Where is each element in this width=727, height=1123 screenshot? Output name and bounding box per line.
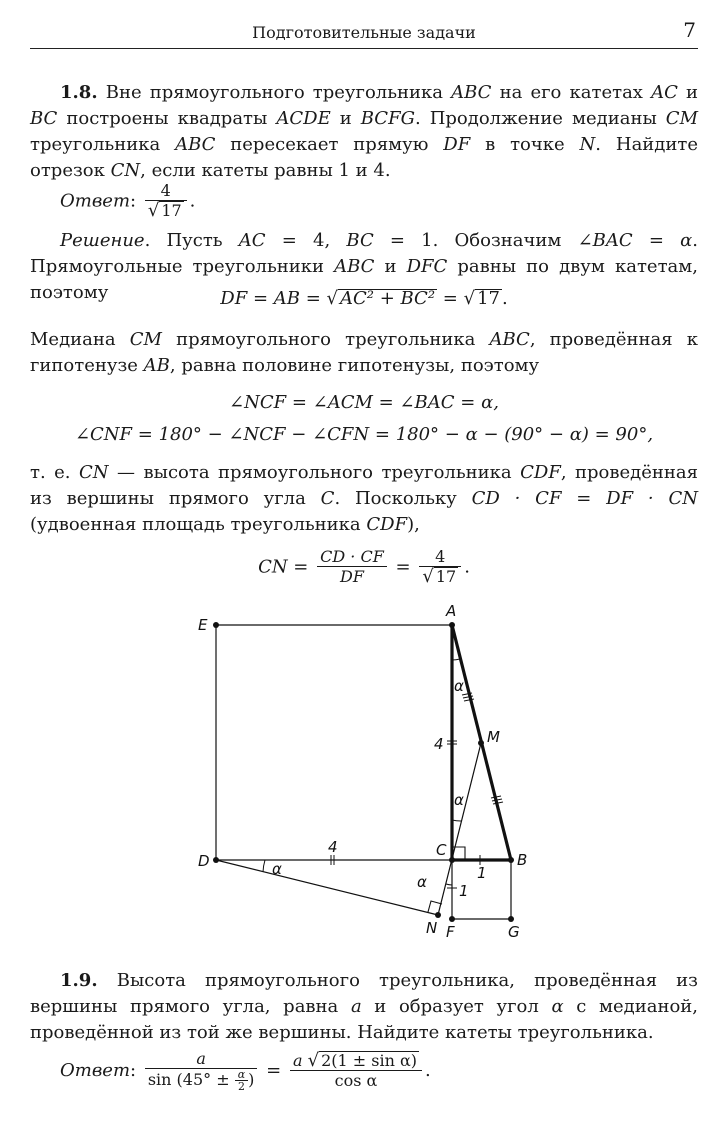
label-e: E <box>198 616 208 634</box>
answer-fraction: $\frac{4}{√ 17}$ <box>145 182 187 221</box>
segment-dn <box>216 860 438 915</box>
label-a: A <box>446 602 457 620</box>
label-side-cb: 1 <box>477 864 487 882</box>
solution-paragraph-1: Решение. Пусть AC = 4, BC = 1. Обозначим ∠BAC = α. Прямоугольные треугольники ABC и DFC равны по двум катетам, поэтому <box>30 230 699 303</box>
problem-number: 1.9. <box>60 970 98 991</box>
solution-paragraph-3: т. е. CN — высота прямоугольного треугольника CDF, проведённая из вершины прямого угла C. Поскольку CD · CF = DF · CN (удвоенная площадь треугольника CDF), <box>30 462 698 535</box>
label-d: D <box>198 852 210 870</box>
label-c: C <box>436 841 447 859</box>
label-n: N <box>426 919 438 937</box>
point-n <box>435 912 441 918</box>
point-e <box>213 622 219 628</box>
equation-df: DF = AB = √ AC² + BC² = √ 17 . <box>220 288 508 309</box>
equation-angles: ∠NCF = ∠ACM = ∠BAC = α, <box>229 392 499 413</box>
equation-cnf: ∠CNF = 180° − ∠NCF − ∠CFN = 180° − α − (90° − α) = 90°, <box>74 424 654 445</box>
answer-fraction-1: a sin (45° ± $\frac{\alpha}{2}$ ) <box>145 1050 258 1092</box>
label-alpha-c: α <box>454 791 464 809</box>
point-a <box>449 622 455 628</box>
point-c <box>449 857 455 863</box>
point-b <box>508 857 514 863</box>
label-side-ac: 4 <box>434 735 444 753</box>
answer-fraction-2: $\frac{\text{a √ 2(1 ± sin α)}}{\text{cos α}}$ <box>290 1051 422 1091</box>
answer-1-9: Ответ: a sin (45° ± $\frac{\alpha}{2}$ ) = $\frac{\text{a √ 2(1 ± sin α)}}{\text{cos α}}$ . <box>60 1049 431 1093</box>
label-side-cf: 1 <box>459 882 469 900</box>
label-alpha-a: α <box>454 677 464 695</box>
problem-1-8-statement: 1.8. Вне прямоугольного треугольника ABC на его катетах AC и BC построены квадраты ACDE и BCFG. Продолжение медианы CM треугольника ABC пересекает прямую DF в точке N. Найдите отрезок CN, если катеты равны 1 и 4. <box>30 82 699 181</box>
label-alpha-d: α <box>272 860 282 878</box>
geometry-figure <box>190 600 540 945</box>
solution-label: Решение <box>60 230 145 251</box>
label-side-dc: 4 <box>328 838 338 856</box>
equation-cn: CN = $\frac{CD \cdot CF}{DF}$ = $\frac{4}{√ 17}$ . <box>258 547 470 587</box>
label-m: M <box>487 728 500 746</box>
label-f: F <box>446 923 455 941</box>
label-alpha-n: α <box>417 873 427 891</box>
solution-paragraph-2: Медиана CM прямоугольного треугольника ABC, проведённая к гипотенузе AB, равна половине гипотенузы, поэтому <box>30 329 698 376</box>
point-f <box>449 916 455 922</box>
answer-label: Ответ <box>60 1060 131 1081</box>
label-b: B <box>517 851 528 869</box>
point-d <box>213 857 219 863</box>
problem-number: 1.8. <box>60 82 98 103</box>
point-m <box>478 740 484 746</box>
page-number: 7 <box>683 18 696 42</box>
answer-1-8: Ответ: $\frac{4}{√ 17}$ . <box>60 181 196 221</box>
label-g: G <box>508 923 520 941</box>
running-header <box>30 18 698 49</box>
point-g <box>508 916 514 922</box>
problem-1-9-statement: 1.9. Высота прямоугольного треугольника, проведённая из вершины прямого угла, равна a и образует угол α с медианой, проведённой из той же вершины. Найдите катеты треугольника. <box>30 970 699 1043</box>
running-title: Подготовительные задачи <box>252 23 476 42</box>
answer-label: Ответ <box>60 190 131 212</box>
